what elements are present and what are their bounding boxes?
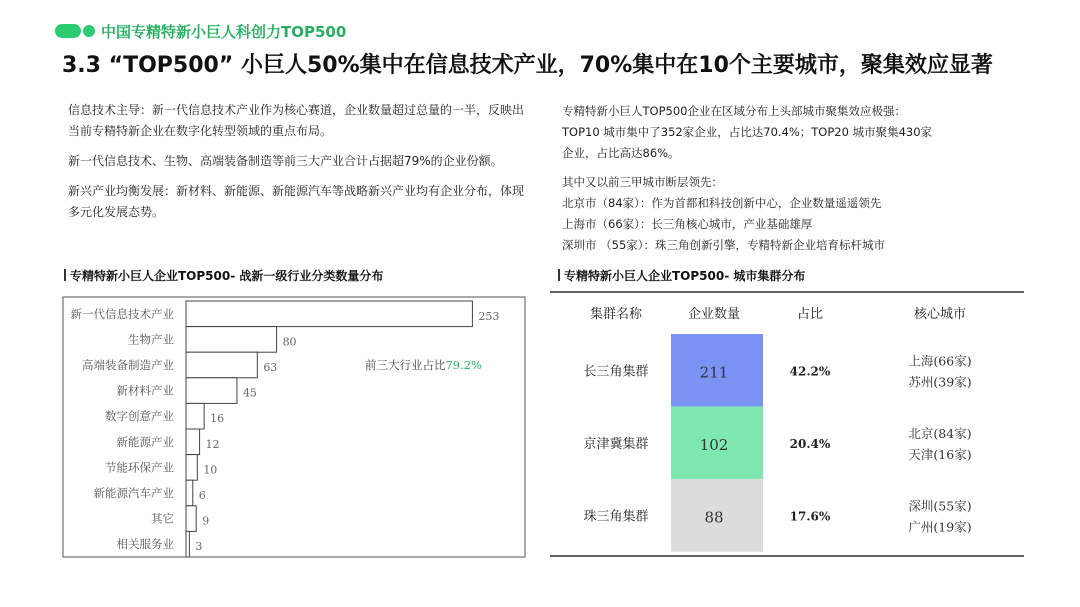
column-header: 企业数量: [687, 307, 741, 322]
top3-share-annotation: 前三大行业占比79.2%: [364, 358, 482, 372]
right-text-block: [562, 101, 942, 256]
cluster-name: 京津冀集群: [583, 436, 649, 452]
city-line-shanghai: 上海市（66家）：长三角核心城市，产业基础雄厚: [562, 217, 813, 231]
city-line-beijing: 北京市（84家）：作为首都和科技创新中心，企业数量遥遥领先: [562, 196, 882, 210]
left-chart-title: [64, 267, 383, 284]
title-marker-icon: [558, 269, 560, 281]
bar: [186, 531, 189, 557]
bar: [186, 506, 196, 532]
bar: [186, 455, 197, 481]
category-label: 相关服务业: [116, 537, 174, 552]
right-chart-title-text: 专精特新小巨人企业TOP500- 城市集群分布: [564, 269, 806, 283]
brand-text: 中国专精特新小巨人科创力TOP500: [101, 22, 347, 41]
value-label: 80: [282, 335, 297, 349]
left-chart-title-text: 专精特新小巨人企业TOP500- 战新一级行业分类数量分布: [70, 269, 384, 283]
value-label: 12: [205, 437, 220, 451]
left-text-block: [68, 100, 528, 232]
cluster-share: 42.2%: [789, 364, 831, 379]
value-label: 253: [478, 309, 500, 323]
table-header: [590, 306, 966, 322]
brand-header: [55, 22, 346, 40]
value-label: 16: [210, 412, 225, 426]
core-city: 北京(84家): [908, 425, 972, 441]
core-city: 上海(66家): [908, 353, 972, 369]
cluster-name: 珠三角集群: [583, 509, 649, 525]
right-chart-title: [558, 267, 805, 284]
column-header: 集群名称: [589, 307, 643, 322]
bar: [186, 480, 193, 506]
cluster-count: 88: [704, 508, 724, 527]
bar: [186, 429, 200, 455]
core-city: 天津(16家): [908, 446, 972, 462]
bar: [186, 378, 237, 404]
cluster-name: 长三角集群: [583, 364, 649, 380]
city-line-shenzhen: 深圳市 （55家）：珠三角创新引擎，专精特新企业培育标杆城市: [562, 238, 886, 252]
value-label: 45: [242, 386, 257, 400]
core-city: 苏州(39家): [908, 374, 972, 390]
column-header: 占比: [796, 307, 824, 322]
right-paragraph-2: 其中又以前三甲城市断层领先：: [562, 175, 723, 189]
cluster-count: 102: [699, 435, 729, 454]
cluster-count: 211: [699, 363, 729, 382]
brand-pill-icon: [55, 24, 81, 38]
category-label: 新材料产业: [116, 383, 174, 398]
value-label: 10: [203, 463, 218, 477]
brand-dot-icon: [83, 25, 95, 37]
cluster-table: [550, 290, 1024, 558]
value-label: 63: [263, 361, 278, 374]
category-label: 新能源汽车产业: [93, 486, 174, 500]
category-label: 数字创意产业: [105, 409, 174, 424]
page-title: 3.3 “TOP500” 小巨人50%集中在信息技术产业，70%集中在10个主要城市，聚集效应显著: [62, 53, 993, 78]
left-paragraph-2: 新一代信息技术、生物、高端装备制造等前三大产业合计占据超79%的企业份额。: [68, 154, 503, 168]
bar: [186, 327, 277, 353]
value-label: 3: [195, 540, 203, 554]
category-label: 节能环保产业: [105, 460, 174, 475]
right-paragraph-1: 专精特新小巨人TOP500企业在区域分布上头部城市聚集效应极强： TOP10 城市集中了352家企业，占比达70.4%；TOP20 城市聚集430家企业，占比高达86%。: [562, 104, 933, 160]
category-label: 高端装备制造产业: [82, 358, 174, 372]
bar: [186, 352, 257, 378]
category-label: 其它: [151, 511, 174, 526]
bar: [186, 301, 472, 327]
column-header: 核心城市: [913, 307, 967, 322]
left-paragraph-1: 信息技术主导：新一代信息技术产业作为核心赛道，企业数量超过总量的一半，反映出当前专精特新企业在数字化转型领域的重点布局。: [68, 103, 525, 138]
category-label: 生物产业: [128, 332, 174, 347]
value-label: 6: [198, 489, 206, 502]
core-city: 深圳(55家): [908, 498, 972, 514]
cluster-share: 17.6%: [789, 509, 831, 524]
value-label: 9: [202, 514, 210, 528]
industry-bar-chart: [62, 296, 526, 558]
title-marker-icon: [64, 269, 66, 281]
category-label: 新能源产业: [116, 434, 174, 449]
category-label: 新一代信息技术产业: [70, 306, 174, 321]
cluster-share: 20.4%: [789, 436, 831, 451]
bar: [186, 403, 204, 429]
core-city: 广州(19家): [908, 519, 972, 535]
left-paragraph-3: 新兴产业均衡发展：新材料、新能源、新能源汽车等战略新兴产业均有企业分布，体现多元化发展态势。: [68, 184, 525, 219]
